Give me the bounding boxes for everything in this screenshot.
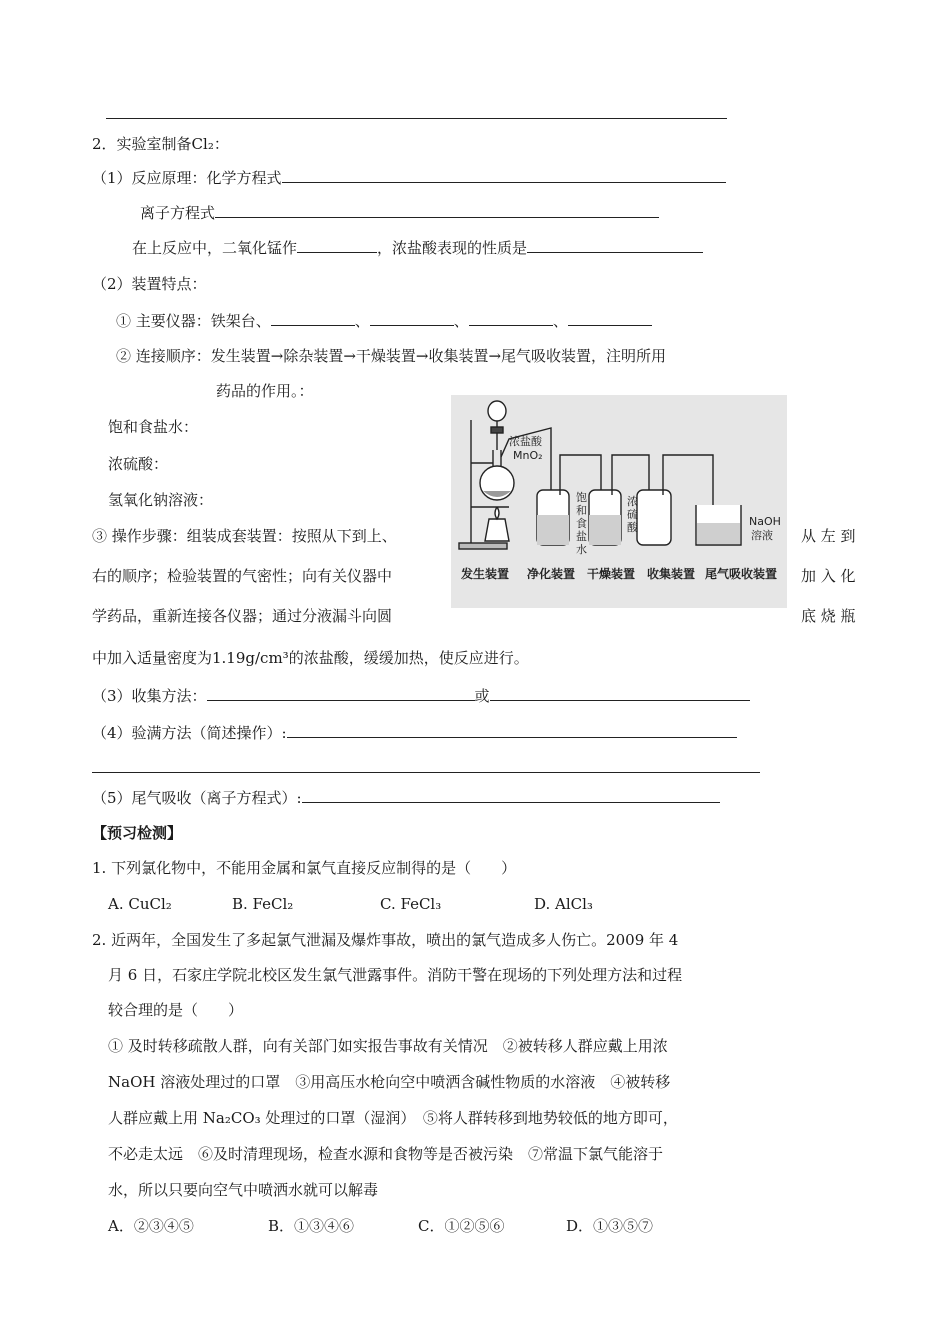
question-2-line-2: 月 6 日，石家庄学院北校区发生氯气泄露事件。消防干警在现场的下列处理方法和过程 — [108, 966, 683, 984]
caption-generator: 发生装置 — [461, 567, 510, 581]
mno2-role-blank[interactable] — [297, 238, 377, 253]
ionic-equation-line — [140, 203, 659, 223]
sulfuric-acid-role-label: 浓硫酸： — [108, 455, 169, 473]
stopcock — [491, 427, 503, 433]
question-2-line-6: 人群应戴上用 Na₂CO₃ 处理过的口罩（湿润） ⑤将人群转移到地势较低的地方即可， — [108, 1109, 678, 1127]
figure-label-char: 水 — [576, 543, 587, 556]
figure-label-mno2: MnO₂ — [513, 449, 543, 462]
tail-gas-line — [92, 788, 720, 808]
q1-option-a[interactable]: A. CuCl₂ — [108, 895, 172, 913]
figure-label-char: 浓 — [627, 495, 638, 508]
caption-dryer: 干燥装置 — [587, 567, 636, 581]
question-2-line-5: NaOH 溶液处理过的口罩 ③用高压水枪向空中喷洒含碱性物质的水溶液 ④被转移 — [108, 1073, 671, 1091]
figure-label-char: 酸 — [627, 521, 638, 534]
preview-check-title: 【预习检测】 — [92, 824, 183, 842]
role-line — [132, 238, 703, 258]
separator: 、 — [354, 312, 370, 330]
figure-label-char: 食 — [576, 517, 587, 530]
brine-role-label: 饱和食盐水： — [108, 418, 199, 436]
collection-bottle — [637, 490, 671, 545]
instruments-label: ① 主要仪器：铁架台、 — [116, 312, 271, 330]
tail-gas-blank[interactable] — [302, 788, 720, 803]
question-2-line-8: 水，所以只要向空气中喷洒水就可以解毒 — [108, 1181, 379, 1199]
full-check-blank[interactable] — [287, 723, 737, 738]
figure-label-char: 饱 — [576, 491, 587, 504]
instrument-blank-3[interactable] — [469, 311, 553, 326]
caption-purifier: 净化装置 — [527, 567, 576, 581]
stand-base — [459, 543, 507, 549]
q1-option-d[interactable]: D. AlCl₃ — [534, 895, 593, 913]
question-2-line-4: ① 及时转移疏散人群，向有关部门如实报告事故有关情况 ②被转移人群应戴上用浓 — [108, 1037, 668, 1055]
question-2-line-3: 较合理的是（ ） — [108, 1001, 244, 1019]
collection-method-label: （3）收集方法： — [92, 687, 207, 705]
steps-line-1-right: 从 左 到 — [801, 527, 856, 545]
collection-method-line — [92, 686, 750, 706]
naoh-role-label: 氢氧化钠溶液： — [108, 491, 214, 509]
figure-label-brine — [576, 490, 587, 556]
caption-tail-gas: 尾气吸收装置 — [705, 567, 778, 581]
section-heading: 2．实验室制备Cl₂： — [92, 135, 229, 153]
ionic-equation-blank[interactable] — [215, 203, 659, 218]
q2-option-b[interactable]: B．①③④⑥ — [268, 1217, 355, 1235]
question-2-line-7: 不必走太远 ⑥及时清理现场，检查水源和食物等是否被污染 ⑦常温下氯气能溶于 — [108, 1145, 664, 1163]
q2-option-a[interactable]: A．②③④⑤ — [108, 1217, 194, 1235]
q2-option-c[interactable]: C．①②⑤⑥ — [418, 1217, 505, 1235]
ionic-equation-label: 离子方程式 — [140, 204, 216, 222]
full-check-line — [92, 723, 737, 743]
chem-equation-blank[interactable] — [282, 168, 726, 183]
caption-collector: 收集装置 — [647, 567, 696, 581]
collection-method-blank-1[interactable] — [207, 686, 475, 701]
q1-option-b[interactable]: B. FeCl₂ — [232, 895, 294, 913]
role-label-a: 在上反应中，二氧化锰作 — [132, 239, 298, 257]
steps-line-3-right: 底 烧 瓶 — [801, 607, 856, 625]
q2-option-d[interactable]: D．①③⑤⑦ — [566, 1217, 654, 1235]
figure-label-acid — [627, 494, 639, 534]
steps-line-3: 学药品，重新连接各仪器；通过分液漏斗向圆 — [92, 607, 393, 625]
question-2-line-1: 2. 近两年，全国发生了多起氯气泄漏及爆炸事故，喷出的氯气造成多人伤亡。2009 年 4 — [92, 931, 679, 949]
apparatus-figure — [451, 395, 787, 608]
steps-line-2-right: 加 入 化 — [801, 567, 856, 585]
alcohol-lamp — [485, 519, 509, 541]
steps-line-2: 右的顺序；检验装置的气密性；向有关仪器中 — [92, 567, 393, 585]
figure-label-naoh: NaOH — [749, 515, 781, 528]
or-label: 或 — [474, 687, 490, 705]
connection-order: ② 连接顺序：发生装置→除杂装置→干燥装置→收集装置→尾气吸收装置，注明所用 — [116, 347, 667, 365]
connection-order-cont: 药品的作用。： — [216, 382, 314, 400]
steps-line-4: 中加入适量密度为1.19g/cm³的浓盐酸，缓缓加热，使反应进行。 — [92, 649, 529, 667]
separator: 、 — [552, 312, 568, 330]
role-label-b: ，浓盐酸表现的性质是 — [377, 239, 528, 257]
full-check-continuation-line — [92, 772, 760, 773]
tail-gas-label: （5）尾气吸收（离子方程式）: — [92, 789, 302, 807]
reaction-principle-label: （1）反应原理：化学方程式 — [92, 169, 282, 187]
collection-method-blank-2[interactable] — [490, 686, 750, 701]
figure-label-char: 硫 — [627, 508, 638, 521]
separatory-funnel — [488, 401, 506, 421]
top-answer-line — [106, 118, 727, 119]
figure-label-char: 盐 — [576, 530, 587, 543]
full-check-label: （4）验满方法（简述操作）: — [92, 724, 287, 742]
figure-label-hcl: 浓盐酸 — [509, 435, 542, 448]
device-features-label: （2）装置特点： — [92, 275, 207, 293]
question-1: 1. 下列氯化物中，不能用金属和氯气直接反应制得的是（ ） — [92, 859, 517, 877]
q1-option-c[interactable]: C. FeCl₃ — [380, 895, 442, 913]
steps-line-1: ③ 操作步骤：组装成套装置：按照从下到上、 — [92, 527, 397, 545]
reaction-principle-line — [92, 168, 726, 188]
figure-label-solution: 溶液 — [751, 529, 773, 542]
instrument-blank-4[interactable] — [568, 311, 652, 326]
figure-label-char: 和 — [576, 504, 587, 517]
apparatus-diagram — [451, 395, 787, 608]
separator: 、 — [453, 312, 469, 330]
hcl-property-blank[interactable] — [527, 238, 703, 253]
instrument-blank-2[interactable] — [370, 311, 454, 326]
instrument-blank-1[interactable] — [271, 311, 355, 326]
instruments-line — [116, 311, 652, 331]
